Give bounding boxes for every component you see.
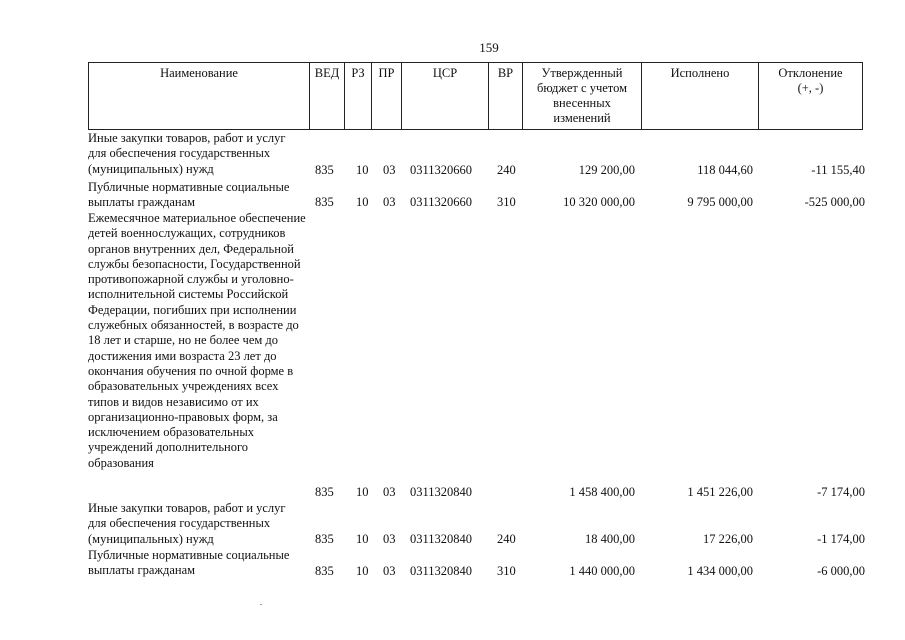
row-1-csr: 0311320660 bbox=[410, 163, 473, 177]
header-deviation: Отклонение (+, -) bbox=[759, 63, 863, 130]
row-4-csr: 0311320840 bbox=[410, 532, 473, 546]
row-5-name: Публичные нормативные социальные выплаты гражданам bbox=[88, 548, 290, 578]
header-rz: РЗ bbox=[345, 63, 372, 130]
row-5-vr: 310 bbox=[497, 564, 516, 578]
row-3-executed: 1 451 226,00 bbox=[687, 485, 753, 499]
row-2-approved: 10 320 000,00 bbox=[563, 195, 635, 209]
row-1-ved: 835 bbox=[315, 163, 334, 177]
row-2-deviation: -525 000,00 bbox=[804, 195, 865, 209]
row-1-vr: 240 bbox=[497, 163, 516, 177]
row-2-name: Публичные нормативные социальные выплаты гражданам bbox=[88, 180, 290, 210]
table-header bbox=[88, 62, 863, 130]
header-pr: ПР bbox=[372, 63, 402, 130]
row-5-executed: 1 434 000,00 bbox=[687, 564, 753, 578]
row-5-ved: 835 bbox=[315, 564, 334, 578]
row-5-csr: 0311320840 bbox=[410, 564, 473, 578]
row-1-approved: 129 200,00 bbox=[578, 163, 635, 177]
row-4-vr: 240 bbox=[497, 532, 516, 546]
row-3-name: Ежемесячное материальное обеспечение детей военнослужащих, сотрудников органов внутренних дел, Федеральной службы безопасности, Государственной противопожарной службы и уголовно-исполнительной системы Российской Федерации, погибших при исполнении служебных обязанностей, в возрасте до 18 лет и старше, но не более чем до достижения ими возраста 23 лет до окончания обучения по очной форме в образовательных учреждениях всех типов и видов независимо от их организационно-правовых форм, за исключением образовательных учреждений дополнительного образования bbox=[88, 211, 306, 470]
row-3-csr: 0311320840 bbox=[410, 485, 473, 499]
row-4-approved: 18 400,00 bbox=[585, 532, 635, 546]
row-2-ved: 835 bbox=[315, 195, 334, 209]
row-3-ved: 835 bbox=[315, 485, 334, 499]
row-1-name: Иные закупки товаров, работ и услуг для обеспечения государственных (муниципальных) нужд bbox=[88, 131, 286, 176]
header-csr: ЦСР bbox=[402, 63, 489, 130]
row-4-deviation: -1 174,00 bbox=[817, 532, 865, 546]
row-2-vr: 310 bbox=[497, 195, 516, 209]
row-1-rz: 10 bbox=[356, 163, 369, 177]
row-4-rz: 10 bbox=[356, 532, 369, 546]
row-5-approved: 1 440 000,00 bbox=[569, 564, 635, 578]
header-executed: Исполнено bbox=[642, 63, 759, 130]
row-3-rz: 10 bbox=[356, 485, 369, 499]
row-4-executed: 17 226,00 bbox=[703, 532, 753, 546]
row-1-pr: 03 bbox=[383, 163, 396, 177]
row-2-csr: 0311320660 bbox=[410, 195, 473, 209]
row-2-pr: 03 bbox=[383, 195, 396, 209]
row-5-pr: 03 bbox=[383, 564, 396, 578]
header-name: Наименование bbox=[89, 63, 310, 130]
row-2-rz: 10 bbox=[356, 195, 369, 209]
header-ved: ВЕД bbox=[310, 63, 345, 130]
page-number: 159 bbox=[479, 40, 499, 55]
row-4-name: Иные закупки товаров, работ и услуг для обеспечения государственных (муниципальных) нужд bbox=[88, 501, 286, 546]
row-5-rz: 10 bbox=[356, 564, 369, 578]
row-4-pr: 03 bbox=[383, 532, 396, 546]
header-vr: ВР bbox=[489, 63, 523, 130]
row-5-deviation: -6 000,00 bbox=[817, 564, 865, 578]
row-1-deviation: -11 155,40 bbox=[811, 163, 865, 177]
row-4-ved: 835 bbox=[315, 532, 334, 546]
row-1-executed: 118 044,60 bbox=[697, 163, 753, 177]
row-2-executed: 9 795 000,00 bbox=[687, 195, 753, 209]
row-3-pr: 03 bbox=[383, 485, 396, 499]
row-3-approved: 1 458 400,00 bbox=[569, 485, 635, 499]
scan-speck bbox=[260, 604, 262, 605]
row-3-deviation: -7 174,00 bbox=[817, 485, 865, 499]
header-approved: Утвержденный бюджет с учетом внесенных изменений bbox=[523, 63, 642, 130]
